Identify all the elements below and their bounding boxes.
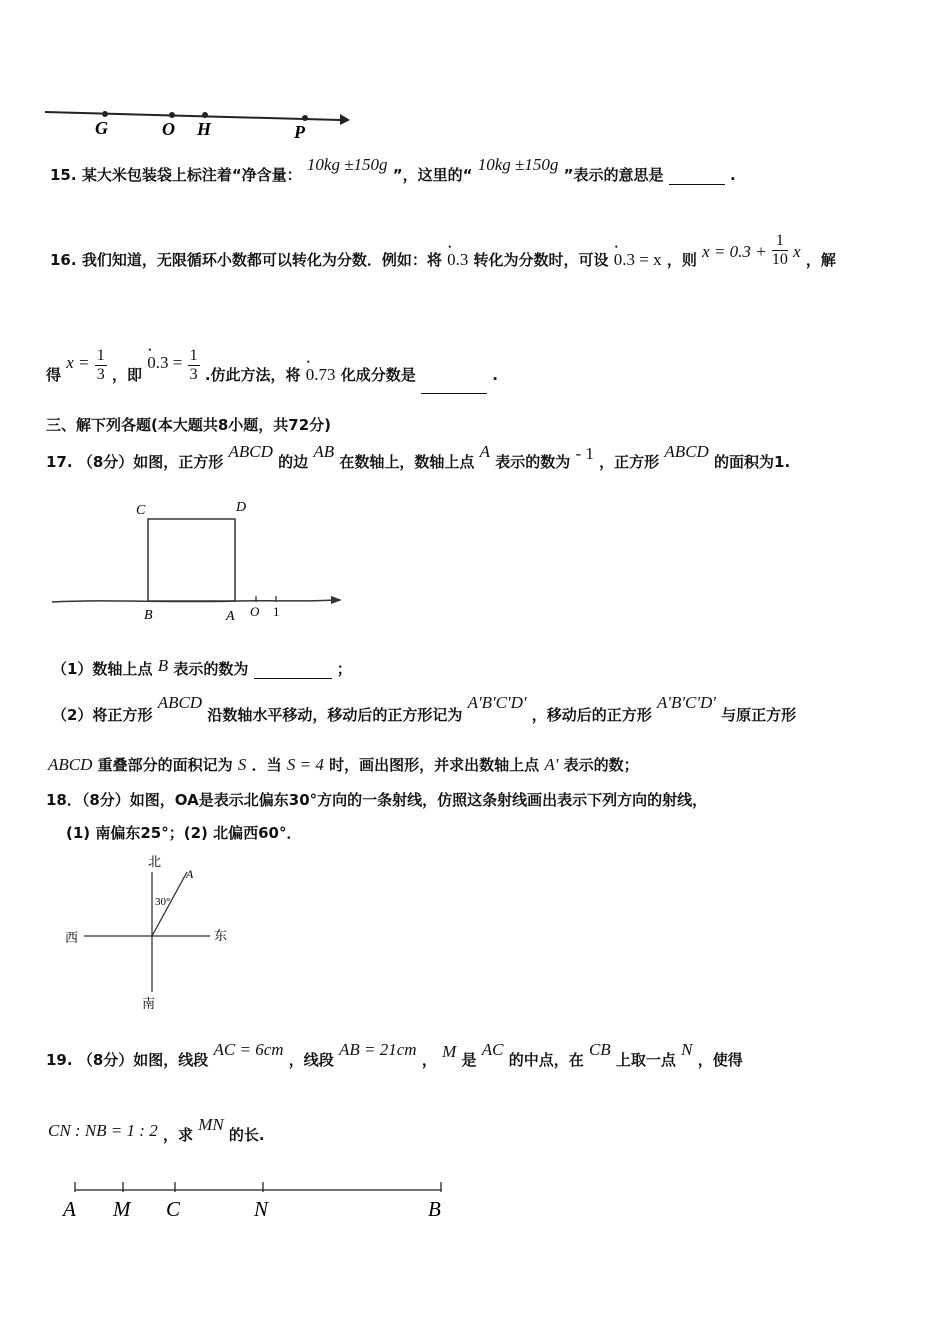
question-17-stem (46, 442, 791, 472)
q19-t9: 的长. (228, 1126, 265, 1144)
q17-p3-eq: S = 4 (286, 755, 324, 774)
segment-figure-amcnb (55, 1170, 465, 1230)
q16-line2-text2: ，即 (112, 366, 143, 384)
q17-p2-abcd: ABCD (157, 693, 203, 712)
compass-label-a: A (186, 867, 194, 881)
question-16-line-1 (50, 232, 836, 279)
q16-frac3-denominator: 3 (189, 366, 198, 383)
q17-p2-a: （2）将正方形 (52, 706, 153, 724)
q19-t6: 上取一点 (615, 1051, 676, 1069)
q17-p2-b: 沿数轴水平移动，移动后的正方形记为 (207, 706, 463, 724)
q17-t3: 表示的数为 (495, 453, 571, 471)
q17-point-a: A (479, 442, 491, 461)
q17-label-o: O (250, 604, 260, 619)
q19-ab-eq: AB = 21cm (339, 1040, 417, 1059)
compass-angle-label: 30° (155, 896, 171, 908)
q16-text3: ，则 (666, 251, 697, 269)
q15-number: 15. (50, 166, 77, 184)
q17-label-c: C (136, 503, 146, 518)
q19-t3: ， (421, 1051, 437, 1069)
q15-end: . (729, 166, 736, 184)
q17-p2-prime-2: A'B'C'D' (656, 693, 716, 712)
q17-neg-one: - 1 (575, 444, 594, 463)
point-label-o: O (162, 119, 175, 139)
point-label-p: P (294, 122, 305, 142)
q15-expression-1: 10kg ±150g (306, 155, 388, 174)
q16-equation-4: • 0.3 = (147, 353, 182, 373)
q19-t1: （8分）如图，线段 (77, 1051, 209, 1069)
q16-answer-blank[interactable] (421, 393, 487, 394)
question-17-part-2-line-2 (48, 755, 639, 775)
question-16-line-2 (46, 347, 498, 394)
compass-label-west: 西 (65, 930, 79, 945)
q16-line2-text3: .仿此方法，将 (204, 366, 301, 384)
question-18-line-1: 18．（8分）如图，OA是表示北偏东30°方向的一条射线，仿照这条射线画出表示下列方向的射线， (46, 791, 708, 809)
segment-label-a: A (63, 1197, 76, 1221)
q15-answer-blank[interactable] (669, 184, 725, 185)
q17-t4: ，正方形 (599, 453, 660, 471)
q17-p3-b: ．当 (251, 756, 282, 774)
question-17-part-2 (52, 693, 797, 725)
question-19-line-2 (48, 1115, 265, 1145)
q19-m: M (442, 1042, 457, 1061)
q16-equation-1: • 0.3 = x (614, 250, 662, 270)
q19-ac: AC (481, 1040, 504, 1059)
q16-line2-text1: 得 (46, 366, 62, 384)
q17-t5: 的面积为1. (714, 453, 791, 471)
q17-p3-aprime: A' (544, 755, 559, 774)
q19-t2: ，线段 (288, 1051, 334, 1069)
q17-p1-answer-blank[interactable] (254, 678, 332, 679)
q16-fraction-1-3-a (95, 347, 107, 384)
q17-label-a: A (226, 609, 235, 624)
q16-frac1-numerator: 1 (772, 232, 788, 251)
q17-p2-d: 与原正方形 (721, 706, 797, 724)
question-15 (50, 155, 736, 185)
q15-text2: ”，这里的“ (392, 166, 473, 184)
q16-frac1-denominator: 10 (771, 251, 788, 268)
point-label-h: H (197, 119, 212, 139)
q17-abcd-1: ABCD (228, 442, 273, 461)
q16-frac2-denominator: 3 (96, 366, 105, 383)
q16-equation-3: x = (66, 353, 90, 372)
q17-p1-a: （1）数轴上点 (52, 660, 153, 678)
q19-t8: ，求 (162, 1126, 193, 1144)
q15-text3: ”表示的意思是 (563, 166, 664, 184)
section-3-title: 三、解下列各题(本大题共8小题，共72分) (46, 416, 332, 434)
q17-p2-c: ，移动后的正方形 (531, 706, 652, 724)
question-18-line-2: (1) 南偏东25°；(2) 北偏西60°． (66, 824, 302, 842)
question-17-part-1 (52, 656, 352, 679)
compass-direction-figure (60, 850, 240, 1015)
q17-p2-prime-1: A'B'C'D' (467, 693, 527, 712)
q17-p3-c: 时，画出图形，并求出数轴上点 (329, 756, 540, 774)
q17-p3-abcd: ABCD (48, 755, 93, 774)
q16-equation-2a: x = 0.3 + (702, 242, 767, 261)
q16-fraction-1-3-b (188, 347, 200, 384)
q19-cb: CB (588, 1040, 611, 1059)
q16-number: 16. (50, 251, 77, 269)
q17-p1-b: B (157, 656, 169, 675)
q16-repeating-decimal-2: • 0.73 (306, 365, 336, 385)
q17-t2: 在数轴上，数轴上点 (339, 453, 475, 471)
q16-text4: ，解 (805, 251, 836, 269)
q16-equation-2b: x (793, 242, 801, 261)
q16-line2-text4: 化成分数是 (340, 366, 416, 384)
compass-label-east: 东 (214, 928, 228, 943)
q19-t7: ，使得 (697, 1051, 743, 1069)
q17-label-d: D (236, 500, 247, 515)
q16-repeating-decimal-1: • 0.3 (447, 250, 468, 270)
q17-p3-d: 表示的数； (563, 756, 639, 774)
q19-ac-eq: AC = 6cm (213, 1040, 284, 1059)
q19-ratio: CN : NB = 1 : 2 (48, 1121, 158, 1140)
q17-ab: AB (313, 442, 335, 461)
q17-p3-s: S (237, 755, 247, 774)
point-label-g: G (95, 118, 108, 138)
q19-t4: 是 (461, 1051, 477, 1069)
q19-t5: 的中点，在 (508, 1051, 584, 1069)
square-on-number-line-figure (48, 495, 358, 630)
q17-number: 17. (46, 453, 73, 471)
q19-n: N (681, 1040, 693, 1059)
q16-text2: 转化为分数时，可设 (473, 251, 609, 269)
q17-label-b: B (144, 608, 153, 623)
q17-label-1: 1 (273, 604, 280, 619)
q17-abcd-2: ABCD (664, 442, 709, 461)
q16-fraction-1-10 (772, 232, 788, 269)
q16-frac2-numerator: 1 (96, 347, 105, 364)
q17-p1-c: 表示的数为 (173, 660, 249, 678)
q17-p1-end: ； (336, 660, 352, 678)
segment-label-n: N (254, 1197, 269, 1221)
compass-label-north: 北 (148, 854, 162, 869)
q16-text1: 我们知道，无限循环小数都可以转化为分数．例如：将 (81, 251, 442, 269)
q19-number: 19. (46, 1051, 73, 1069)
q17-score: （8分）如图，正方形 (77, 453, 224, 471)
question-19-stem (46, 1040, 743, 1070)
q17-p3-a: 重叠部分的面积记为 (97, 756, 233, 774)
q19-mn: MN (198, 1115, 224, 1134)
q15-expression-2: 10kg ±150g (477, 155, 559, 174)
number-line-figure-gohp (40, 100, 360, 145)
q15-text1: 某大米包装袋上标注着“净含量： (81, 166, 302, 184)
compass-label-south: 南 (142, 996, 156, 1011)
segment-label-m: M (113, 1197, 131, 1221)
q17-t1: 的边 (278, 453, 309, 471)
segment-label-b: B (428, 1197, 441, 1221)
segment-label-c: C (166, 1197, 181, 1221)
q16-frac3-numerator: 1 (189, 347, 198, 364)
q16-end: . (492, 366, 498, 384)
